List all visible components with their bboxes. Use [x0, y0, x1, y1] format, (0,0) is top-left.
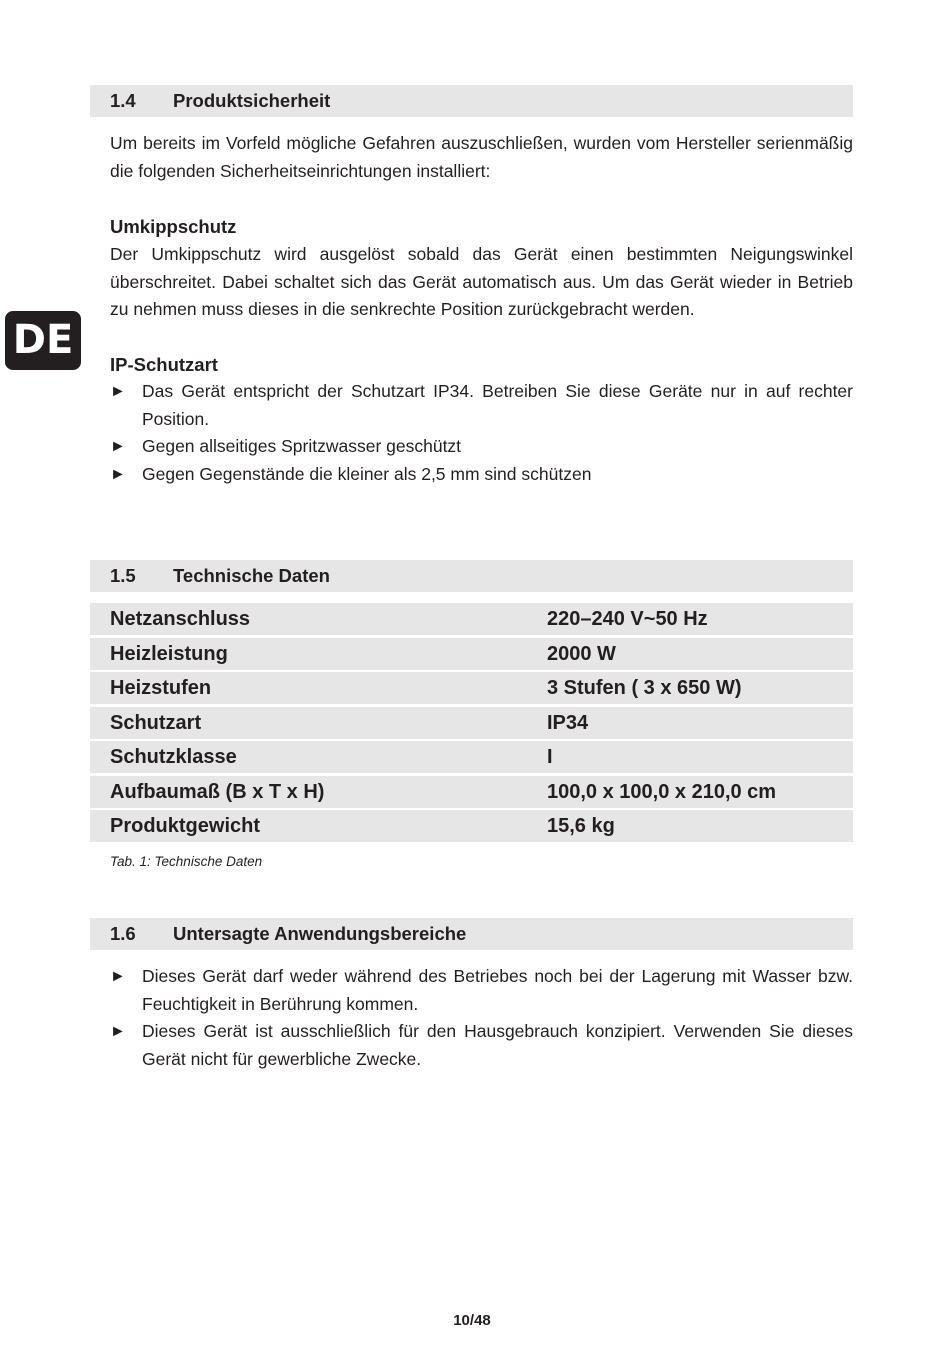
list-item-text: Dieses Gerät ist ausschließlich für den Hausgebrauch konzipiert. Verwenden Sie dieses Gerät nicht für gewerbliche Zwecke. — [142, 1021, 853, 1069]
intro-paragraph: Um bereits im Vorfeld mögliche Gefahren auszuschließen, wurden vom Hersteller serienmäßig die folgenden Sicherheitseinrichtungen installiert: — [110, 133, 853, 181]
table-row — [90, 672, 853, 704]
spec-label: Aufbaumaß (B x T x H) — [110, 780, 325, 803]
list-item-text: Das Gerät entspricht der Schutzart IP34. Betreiben Sie diese Geräte nur in auf rechter Position. — [142, 381, 853, 429]
table-row — [90, 810, 853, 842]
section-number: 1.5 — [110, 565, 136, 586]
table-row — [90, 638, 853, 670]
umkippschutz-paragraph: Der Umkippschutz wird ausgelöst sobald das Gerät einen bestimmten Neigungswinkel überschreitet. Dabei schaltet sich das Gerät automatisch aus. Um das Gerät wieder in Betrieb zu nehmen muss dieses in die senkrechte Position zurückgebracht werden. — [110, 244, 853, 319]
bullet-arrow-icon: ► — [110, 465, 126, 483]
spec-value: 220–240 V~50 Hz — [547, 608, 708, 630]
bullet-arrow-icon: ► — [110, 383, 126, 400]
section-title: Produktsicherheit — [173, 90, 331, 111]
prohibited-uses-list — [110, 963, 853, 1073]
spec-value: 100,0 x 100,0 x 210,0 cm — [547, 780, 777, 803]
bullet-arrow-icon: ► — [110, 968, 126, 985]
ip-schutzart-list — [110, 378, 853, 488]
table-row — [90, 603, 853, 635]
bullet-arrow-icon: ► — [110, 1023, 126, 1040]
table-row — [90, 707, 853, 739]
language-tab: DE — [5, 311, 81, 370]
spec-label: Netzanschluss — [110, 608, 251, 630]
table-caption: Tab. 1: Technische Daten — [110, 854, 263, 869]
section-number: 1.6 — [110, 923, 136, 944]
list-item — [110, 1018, 853, 1073]
spec-label: Schutzklasse — [110, 746, 237, 768]
section-heading-1-6 — [90, 918, 853, 950]
list-item-text: Dieses Gerät darf weder während des Betriebes noch bei der Lagerung mit Wasser bzw. Feuchtigkeit in Berührung kommen. — [142, 966, 853, 1014]
ip-schutzart-heading: IP-Schutzart — [110, 354, 218, 375]
section-title: Untersagte Anwendungsbereiche — [173, 923, 467, 944]
table-row — [90, 776, 853, 808]
section-heading-1-5 — [90, 560, 853, 592]
list-item — [110, 378, 853, 433]
spec-value: I — [547, 746, 553, 768]
list-item — [110, 433, 853, 461]
spec-value: 15,6 kg — [547, 815, 615, 837]
table-row — [90, 741, 853, 773]
spec-value: 3 Stufen ( 3 x 650 W) — [547, 677, 742, 699]
bullet-arrow-icon: ► — [110, 438, 126, 455]
section-title: Technische Daten — [173, 565, 330, 586]
technical-data-table — [90, 603, 853, 845]
list-item-text: Gegen Gegenstände die kleiner als 2,5 mm sind schützen — [142, 463, 592, 484]
list-item-text: Gegen allseitiges Spritzwasser geschützt — [142, 436, 462, 456]
page-number: 10/48 — [453, 1312, 491, 1329]
spec-label: Heizstufen — [110, 677, 212, 699]
spec-value: IP34 — [547, 711, 589, 734]
spec-label: Produktgewicht — [110, 815, 261, 837]
section-heading-1-4 — [90, 85, 853, 117]
list-item — [110, 461, 853, 489]
umkippschutz-heading: Umkippschutz — [110, 216, 237, 237]
spec-label: Heizleistung — [110, 642, 228, 665]
spec-value: 2000 W — [547, 642, 616, 665]
list-item — [110, 963, 853, 1018]
section-number: 1.4 — [110, 90, 136, 111]
spec-label: Schutzart — [110, 711, 202, 734]
